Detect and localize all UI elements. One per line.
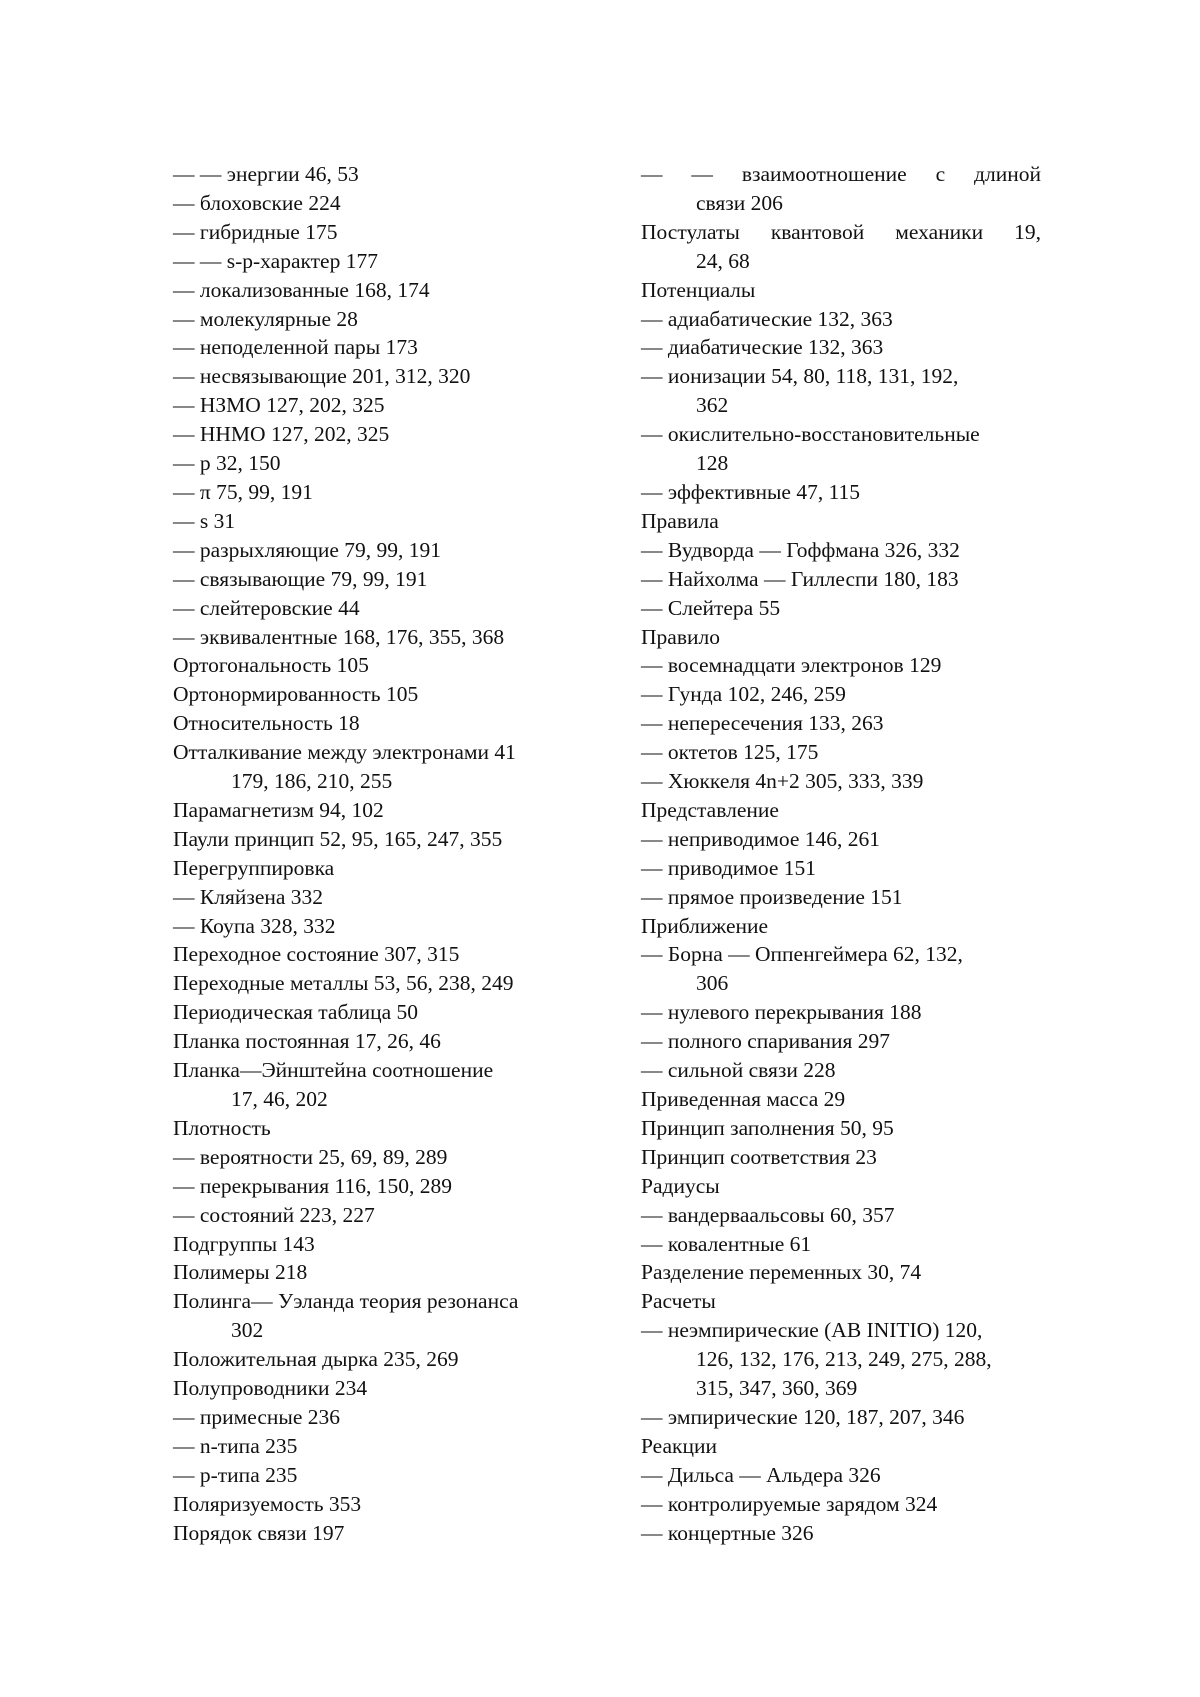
index-entry: — неэмпирические (AB INITIO) 120, bbox=[641, 1318, 983, 1343]
index-entry: — Гунда 102, 246, 259 bbox=[641, 682, 846, 707]
index-entry: Радиусы bbox=[641, 1173, 720, 1198]
index-entry: — Дильса — Альдера 326 bbox=[641, 1462, 881, 1487]
index-entry: Плотность bbox=[173, 1115, 271, 1140]
index-entry: Положительная дырка 235, 269 bbox=[173, 1347, 459, 1372]
index-entry: — адиабатические 132, 363 bbox=[641, 306, 893, 331]
index-entry: Ортонормированность 105 bbox=[173, 682, 419, 707]
index-entry: — полного спаривания 297 bbox=[641, 1029, 891, 1054]
index-entry: — связывающие 79, 99, 191 bbox=[173, 566, 428, 591]
index-entry: 315, 347, 360, 369 bbox=[696, 1376, 858, 1401]
index-entry: — эффективные 47, 115 bbox=[641, 479, 861, 504]
index-entry: — гибридные 175 bbox=[173, 219, 338, 244]
index-entry: — неприводимое 146, 261 bbox=[641, 826, 881, 851]
index-entry: Поляризуемость 353 bbox=[173, 1491, 362, 1516]
index-entry: — вероятности 25, 69, 89, 289 bbox=[173, 1144, 448, 1169]
index-entry: — слейтеровские 44 bbox=[173, 595, 360, 620]
index-entry: — локализованные 168, 174 bbox=[173, 277, 430, 302]
index-entry: — прямое произведение 151 bbox=[641, 884, 903, 909]
index-entry: — Найхолма — Гиллеспи 180, 183 bbox=[641, 566, 959, 591]
index-entry: — нулевого перекрывания 188 bbox=[641, 1000, 922, 1025]
index-entry: — состояний 223, 227 bbox=[173, 1202, 375, 1227]
index-entry: — — взаимоотношение с длиной bbox=[641, 162, 1041, 186]
index-entry: — ионизации 54, 80, 118, 131, 192, bbox=[641, 364, 959, 389]
index-entry: Периодическая таблица 50 bbox=[173, 1000, 419, 1025]
index-entry: 302 bbox=[231, 1318, 264, 1343]
index-column-right bbox=[641, 160, 1041, 1548]
index-entry: — примесные 236 bbox=[173, 1404, 340, 1429]
index-entry: Приведенная масса 29 bbox=[641, 1087, 846, 1111]
index-entry: Полупроводники 234 bbox=[173, 1376, 368, 1401]
index-entry: 128 bbox=[696, 451, 729, 476]
index-entry: 362 bbox=[696, 393, 729, 418]
index-entry: — p-типа 235 bbox=[173, 1462, 298, 1487]
index-column-left bbox=[173, 160, 593, 1548]
index-entry: Отталкивание между электронами 41 bbox=[173, 740, 516, 765]
index-entry: — молекулярные 28 bbox=[173, 306, 358, 331]
index-entry: — перекрывания 116, 150, 289 bbox=[173, 1173, 452, 1198]
index-entry: Ортогональность 105 bbox=[173, 653, 369, 678]
index-entry: Относительность 18 bbox=[173, 711, 360, 736]
index-entry: — Борна — Оппенгеймера 62, 132, bbox=[641, 942, 963, 967]
index-entry: — Коупа 328, 332 bbox=[173, 913, 336, 938]
index-entry: — непересечения 133, 263 bbox=[641, 711, 884, 736]
index-entry: Перегруппировка bbox=[173, 855, 335, 880]
index-entry: — неподеленной пары 173 bbox=[173, 335, 418, 360]
index-entry: — контролируемые зарядом 324 bbox=[641, 1491, 938, 1516]
index-entry: Парамагнетизм 94, 102 bbox=[173, 797, 384, 822]
index-entry: — эмпирические 120, 187, 207, 346 bbox=[641, 1404, 965, 1429]
index-entry: — Вудворда — Гоффмана 326, 332 bbox=[641, 537, 960, 562]
index-entry: 17, 46, 202 bbox=[231, 1087, 328, 1111]
index-entry: — концертные 326 bbox=[641, 1520, 814, 1545]
index-entry: Подгруппы 143 bbox=[173, 1231, 315, 1256]
index-entry: Паули принцип 52, 95, 165, 247, 355 bbox=[173, 826, 503, 851]
index-entry: — Кляйзена 332 bbox=[173, 884, 324, 909]
index-entry: — — энергии 46, 53 bbox=[173, 162, 359, 186]
index-entry: — НЗМО 127, 202, 325 bbox=[173, 393, 385, 418]
index-entry: — — s-p-характер 177 bbox=[173, 248, 378, 273]
index-entry: Переходные металлы 53, 56, 238, 249 bbox=[173, 971, 514, 996]
index-entry: — окислительно-восстановительные bbox=[641, 422, 980, 447]
index-entry: Планка постоянная 17, 26, 46 bbox=[173, 1029, 441, 1054]
index-entry: Порядок связи 197 bbox=[173, 1520, 345, 1545]
index-entry: Представление bbox=[641, 797, 779, 822]
index-entry: — Слейтера 55 bbox=[641, 595, 781, 620]
index-entry: Планка—Эйнштейна соотношение bbox=[173, 1058, 494, 1083]
index-entry: — вандерваальсовы 60, 357 bbox=[641, 1202, 895, 1227]
index-entry: Полимеры 218 bbox=[173, 1260, 308, 1285]
index-entry: — несвязывающие 201, 312, 320 bbox=[173, 364, 471, 389]
index-entry: — p 32, 150 bbox=[173, 451, 281, 476]
index-entry: Приближение bbox=[641, 913, 769, 938]
index-entry: Потенциалы bbox=[641, 277, 756, 302]
index-entry: Правила bbox=[641, 508, 719, 533]
index-entry: Расчеты bbox=[641, 1289, 716, 1314]
index-entry: Разделение переменных 30, 74 bbox=[641, 1260, 922, 1285]
index-entry: — Хюккеля 4n+2 305, 333, 339 bbox=[641, 769, 924, 794]
index-entry: Реакции bbox=[641, 1433, 717, 1458]
index-entry: Правило bbox=[641, 624, 720, 649]
index-entry: 179, 186, 210, 255 bbox=[231, 769, 393, 794]
index-entry: связи 206 bbox=[696, 190, 783, 215]
index-entry: 126, 132, 176, 213, 249, 275, 288, bbox=[696, 1347, 992, 1372]
index-entry: — π 75, 99, 191 bbox=[173, 479, 313, 504]
index-entry: — s 31 bbox=[173, 508, 236, 533]
index-entry: — блоховские 224 bbox=[173, 190, 341, 215]
index-entry: — октетов 125, 175 bbox=[641, 740, 819, 765]
index-entry: 24, 68 bbox=[696, 248, 750, 273]
index-entry: — восемнадцати электронов 129 bbox=[641, 653, 942, 678]
index-entry: — диабатические 132, 363 bbox=[641, 335, 884, 360]
index-entry: Постулаты квантовой механики 19, bbox=[641, 219, 1041, 244]
index-entry: Переходное состояние 307, 315 bbox=[173, 942, 460, 967]
index-entry: — ННМО 127, 202, 325 bbox=[173, 422, 390, 447]
index-entry: Принцип заполнения 50, 95 bbox=[641, 1115, 894, 1140]
index-entry: — разрыхляющие 79, 99, 191 bbox=[173, 537, 442, 562]
index-entry: — приводимое 151 bbox=[641, 855, 817, 880]
index-entry: Полинга— Уэланда теория резонанса bbox=[173, 1289, 519, 1314]
index-entry: — n-типа 235 bbox=[173, 1433, 298, 1458]
index-entry: — сильной связи 228 bbox=[641, 1058, 836, 1083]
index-entry: 306 bbox=[696, 971, 729, 996]
index-entry: — ковалентные 61 bbox=[641, 1231, 812, 1256]
index-entry: — эквивалентные 168, 176, 355, 368 bbox=[173, 624, 505, 649]
index-entry: Принцип соответствия 23 bbox=[641, 1144, 877, 1169]
